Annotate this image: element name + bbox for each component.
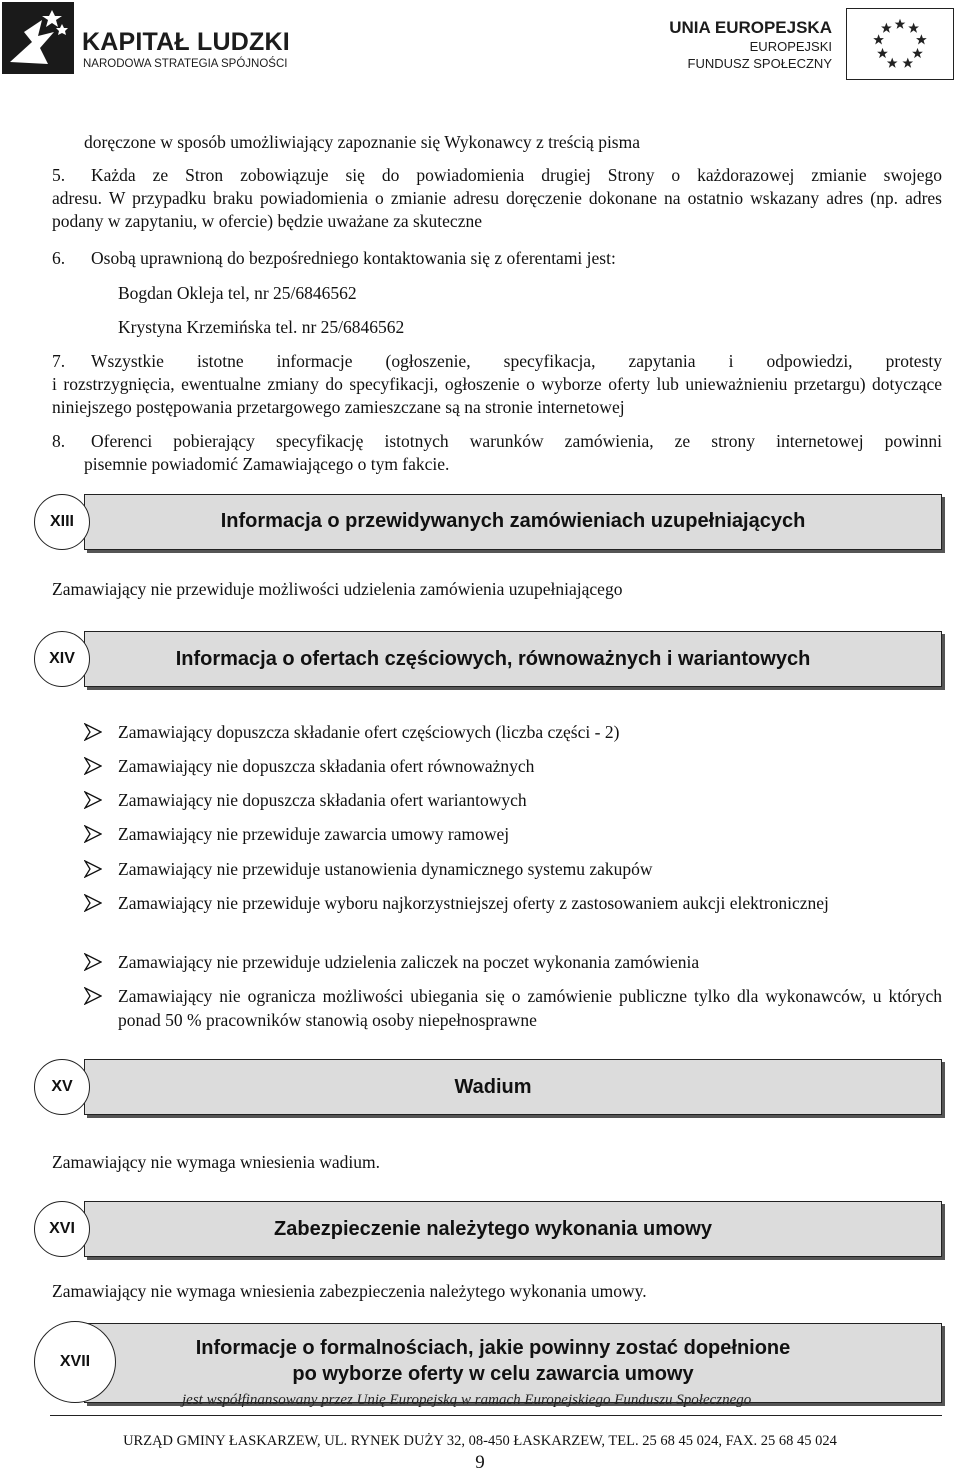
eu-flag-icon: [846, 8, 954, 80]
item-7-number: 7.: [52, 351, 66, 371]
arrow-bullet-icon: [84, 987, 102, 1005]
contact-person-2: Krystyna Krzemińska tel. nr 25/6846562: [118, 317, 405, 337]
kapital-ludzki-emblem-icon: [2, 2, 74, 74]
section-xv-body: Zamawiający nie wymaga wniesienia wadium.: [52, 1152, 381, 1172]
list-item: Zamawiający nie przewiduje wyboru najkorzystniejszej oferty z zastosowaniem aukcji elektronicznej: [118, 893, 829, 913]
list-item: Zamawiający nie przewiduje udzielenia zaliczek na poczet wykonania zamówienia: [118, 952, 700, 972]
arrow-bullet-icon: [84, 757, 102, 775]
kapital-ludzki-subtitle: NARODOWA STRATEGIA SPÓJNOŚCI: [83, 58, 288, 70]
kapital-ludzki-title: KAPITAŁ LUDZKI: [82, 28, 290, 56]
item-8-rest: pisemnie powiadomić Zamawiającego o tym fakcie.: [84, 454, 450, 474]
arrow-bullet-icon: [84, 894, 102, 912]
section-xiii-body: Zamawiający nie przewiduje możliwości udzielenia zamówienia uzupełniającego: [52, 579, 623, 599]
list-item: Zamawiający dopuszcza składanie ofert częściowych (liczba części - 2): [118, 722, 620, 742]
footer-divider: [50, 1415, 942, 1416]
list-item: Zamawiający nie przewiduje ustanowienia dynamicznego systemu zakupów: [118, 859, 653, 879]
section-xvi-number: XVI: [34, 1201, 90, 1257]
footer-address: URZĄD GMINY ŁASKARZEW, UL. RYNEK DUŻY 32, 08-450 ŁASKARZEW, TEL. 25 68 45 024, FAX. 25 68 45 024: [123, 1433, 837, 1449]
item-7-rest: i rozstrzygnięcia, ewentualne zmiany do specyfikacji, ogłoszenie o wyborze oferty lub unieważnieniu przetargu) dotyczące niniejszego postępowania przetargowego zamieszczane są na stronie internetowej: [52, 374, 942, 417]
item-8-number: 8.: [52, 431, 66, 451]
list-item: Zamawiający nie dopuszcza składania ofert równoważnych: [118, 756, 535, 776]
arrow-bullet-icon: [84, 723, 102, 741]
intro-text: doręczone w sposób umożliwiający zapoznanie się Wykonawcy z treścią pisma: [84, 132, 640, 152]
kapital-ludzki-logo: [0, 0, 300, 80]
item-5-first-line: Każda ze Stron zobowiązuje się do powiadomienia drugiej Strony o każdorazowej zmianie swojego: [91, 165, 942, 185]
section-xvi-title: Zabezpieczenie należytego wykonania umowy: [274, 1218, 712, 1240]
section-xiv-number: XIV: [34, 631, 90, 687]
section-xvii-title-line2: po wyborze oferty w celu zawarcia umowy: [292, 1363, 694, 1385]
eu-logo-line2: EUROPEJSKI: [749, 39, 832, 54]
list-item: Zamawiający nie dopuszcza składania ofert wariantowych: [118, 790, 527, 810]
eu-logo-text: [669, 18, 832, 72]
arrow-bullet-icon: [84, 953, 102, 971]
section-xvii-number: XVII: [34, 1321, 116, 1403]
eu-logo-line1: UNIA EUROPEJSKA: [669, 18, 832, 37]
eu-logo-line3: FUNDUSZ SPOŁECZNY: [687, 56, 832, 71]
list-item: Zamawiający nie ogranicza możliwości ubiegania się o zamówienie publiczne tylko dla wykonawców, u których ponad 50 % pracowników stanowią osoby niepełnosprawne: [118, 986, 942, 1030]
item-7-first-line: Wszystkie istotne informacje (ogłoszenie, specyfikacja, zapytania i odpowiedzi, protesty: [91, 351, 942, 371]
section-xiii-title: Informacja o przewidywanych zamówieniach uzupełniających: [220, 510, 806, 532]
list-item: Zamawiający nie przewiduje zawarcia umowy ramowej: [118, 824, 510, 844]
item-6-number: 6.: [52, 248, 66, 268]
section-xiv-title: Informacja o ofertach częściowych, równoważnych i wariantowych: [175, 648, 811, 670]
section-xv-title: Wadium: [454, 1076, 532, 1098]
arrow-bullet-icon: [84, 791, 102, 809]
footer-tagline: jest współfinansowany przez Unię Europejską w ramach Europejskiego Funduszu Społecznego: [182, 1392, 752, 1408]
section-xiii-number: XIII: [34, 494, 90, 550]
item-5-rest: adresu. W przypadku braku powiadomienia o zmianie adresu doręczenie dokonane na ostatnio wskazany adres (np. adres podany w zapytaniu, w ofercie) będzie uważane za skuteczne: [52, 188, 942, 231]
section-xvii-title-line1: Informacje o formalnościach, jakie powinny zostać dopełnione: [195, 1337, 791, 1359]
arrow-bullet-icon: [84, 825, 102, 843]
arrow-bullet-icon: [84, 860, 102, 878]
section-xv-number: XV: [34, 1059, 90, 1115]
item-5-number: 5.: [52, 165, 66, 185]
item-6-text: Osobą uprawnioną do bezpośredniego kontaktowania się z oferentami jest:: [91, 248, 616, 268]
item-8-first-line: Oferenci pobierający specyfikację istotnych warunków zamówienia, ze strony internetowej powinni: [91, 431, 942, 451]
page-number: 9: [475, 1452, 485, 1473]
section-xvi-body: Zamawiający nie wymaga wniesienia zabezpieczenia należytego wykonania umowy.: [52, 1281, 647, 1301]
contact-person-1: Bogdan Okleja tel, nr 25/6846562: [118, 283, 357, 303]
